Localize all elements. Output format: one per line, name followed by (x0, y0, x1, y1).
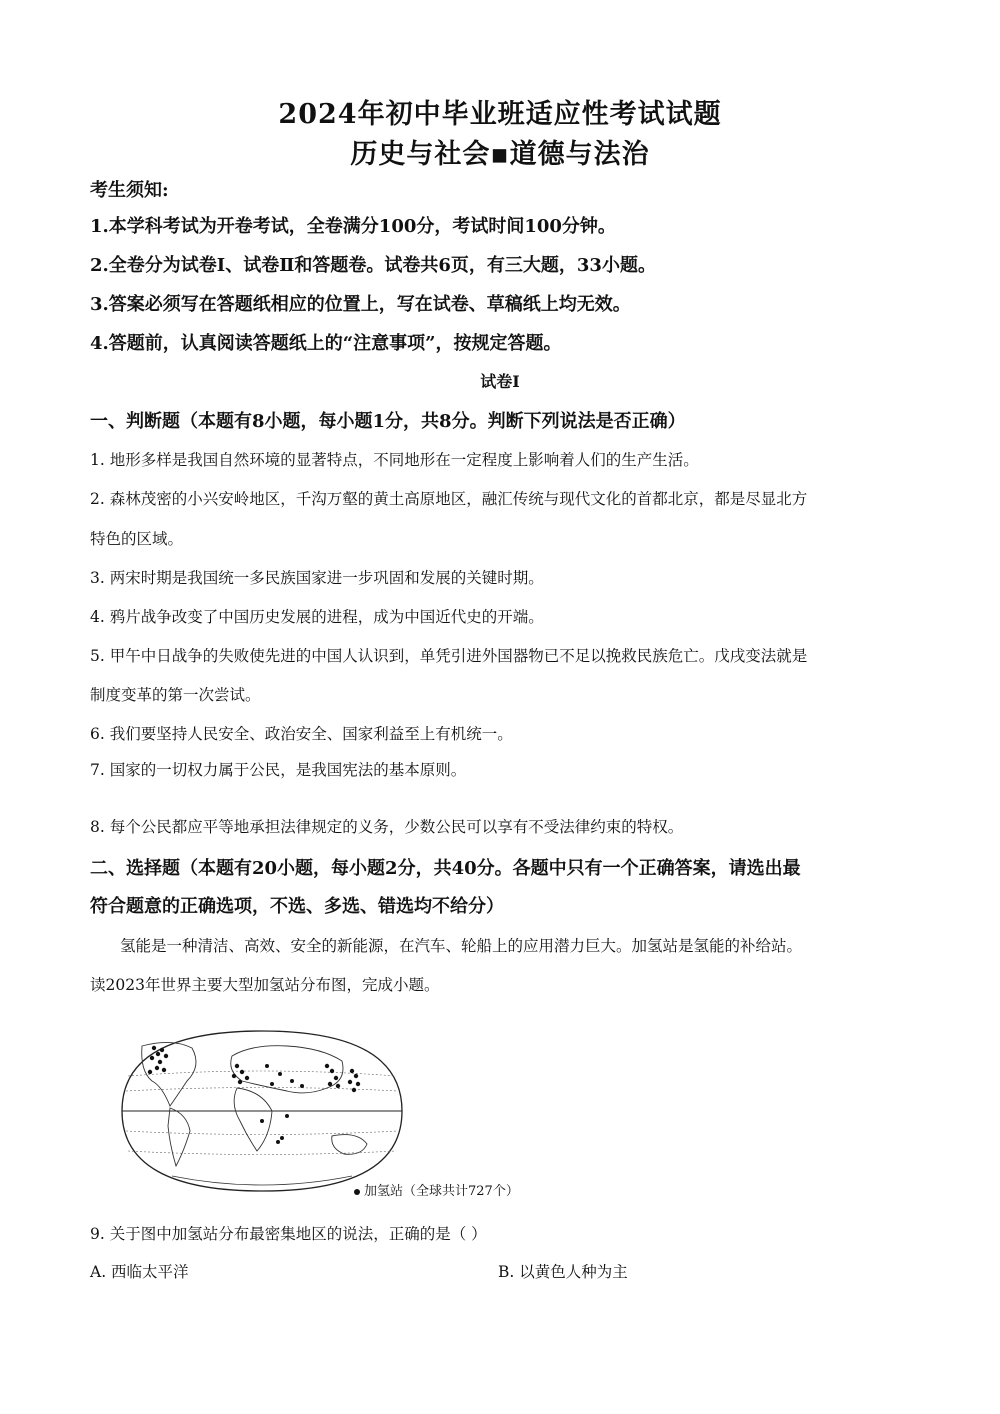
question-line: 2. 森林茂密的小兴安岭地区，千沟万壑的黄土高原地区，融汇传统与现代文化的首都北京，都是尽显北方 (90, 490, 808, 508)
question-line: 8. 每个公民都应平等地承担法律规定的义务，少数公民可以享有不受法律约束的特权。 (90, 818, 684, 836)
option-b: B. 以黄色人种为主 (498, 1263, 628, 1281)
notice-item: 1.本学科考试为开卷考试，全卷满分100分，考试时间100分钟。 (90, 216, 616, 237)
material-intro-cont: 读2023年世界主要大型加氢站分布图，完成小题。 (90, 976, 440, 994)
exam-title: 2024年初中毕业班适应性考试试题 (278, 99, 722, 130)
question-line: 1. 地形多样是我国自然环境的显著特点，不同地形在一定程度上影响着人们的生产生活。 (90, 451, 699, 469)
exam-subtitle: 历史与社会▪道德与法治 (350, 139, 650, 170)
notice-heading: 考生须知: (90, 180, 169, 201)
station-dot-icon (354, 1189, 360, 1195)
option-a: A. 西临太平洋 (90, 1263, 189, 1281)
question-line: 5. 甲午中日战争的失败使先进的中国人认识到，单凭引进外国器物已不足以挽救民族危亡。戊戌变法就是 (90, 647, 808, 665)
section1-heading: 一、判断题（本题有8小题，每小题1分，共8分。判断下列说法是否正确） (90, 411, 686, 432)
question-line: 特色的区域。 (90, 530, 184, 548)
section2-heading: 二、选择题（本题有20小题，每小题2分，共40分。各题中只有一个正确答案，请选出最 (90, 858, 801, 879)
map-legend-label: 加氢站（全球共计727个） (364, 1184, 519, 1199)
question-9: 9. 关于图中加氢站分布最密集地区的说法，正确的是（ ） (90, 1225, 487, 1243)
question-line: 4. 鸦片战争改变了中国历史发展的进程，成为中国近代史的开端。 (90, 608, 544, 626)
hydrogen-station-world-map (112, 1026, 412, 1196)
notice-item: 4.答题前，认真阅读答题纸上的“注意事项”，按规定答题。 (90, 333, 562, 354)
map-legend (354, 1180, 519, 1199)
paper-label: 试卷Ⅰ (480, 372, 520, 391)
question-line: 3. 两宋时期是我国统一多民族国家进一步巩固和发展的关键时期。 (90, 569, 544, 587)
question-line: 制度变革的第一次尝试。 (90, 686, 261, 704)
material-intro: 氢能是一种清洁、高效、安全的新能源，在汽车、轮船上的应用潜力巨大。加氢站是氢能的补给站。 (120, 937, 803, 955)
question-line: 7. 国家的一切权力属于公民，是我国宪法的基本原则。 (90, 761, 467, 779)
section2-heading-cont: 符合题意的正确选项，不选、多选、错选均不给分） (90, 896, 504, 917)
question-line: 6. 我们要坚持人民安全、政治安全、国家利益至上有机统一。 (90, 725, 513, 743)
notice-item: 2.全卷分为试卷Ⅰ、试卷Ⅱ和答题卷。试卷共6页，有三大题，33小题。 (90, 255, 656, 276)
notice-item: 3.答案必须写在答题纸相应的位置上，写在试卷、草稿纸上均无效。 (90, 294, 631, 315)
